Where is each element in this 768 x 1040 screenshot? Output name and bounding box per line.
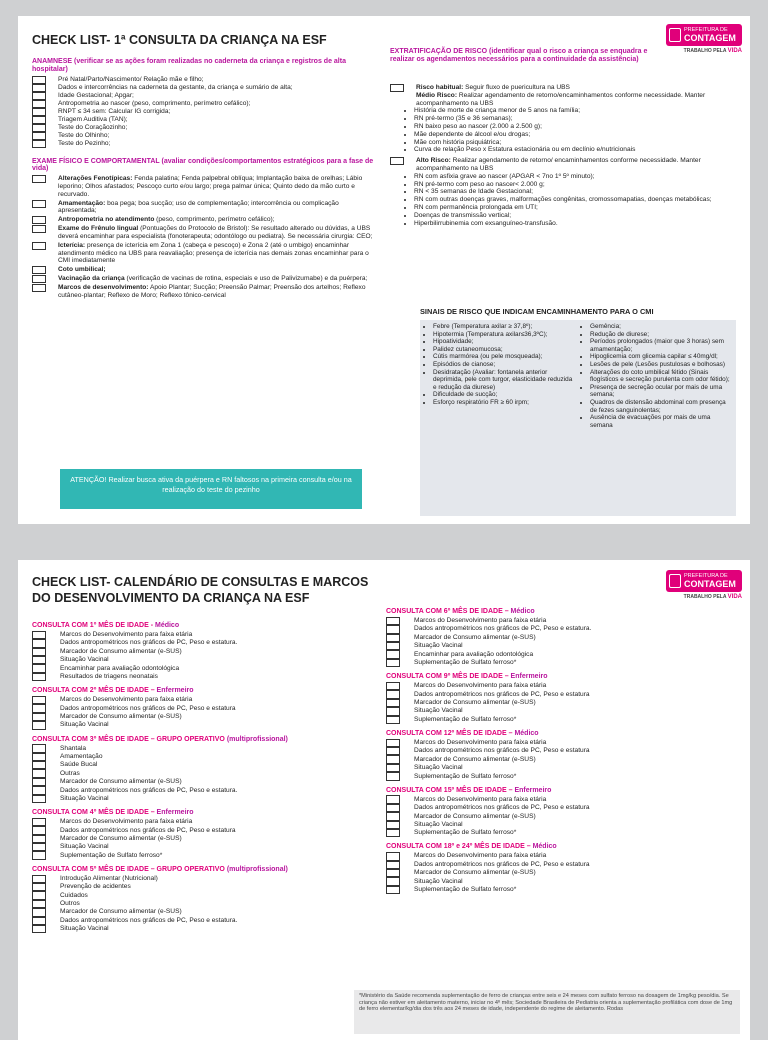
right-column <box>386 602 736 894</box>
checklist-item <box>32 132 377 140</box>
item-label: Dados antropométricos nos gráficos de PC, Peso e estatura. <box>60 916 238 924</box>
logo-icon <box>669 574 681 588</box>
item-label: (Pontuações do Protocolo de Bristol): Se resultado alterado ou dúvidas, a UBS deverá encaminhar para especialista (fonoterapeuta; odontólogo ou pediatra). Se necessária cirurgia: CEO; <box>58 225 373 240</box>
checkbox[interactable] <box>32 84 46 92</box>
item-label: Marcos do Desenvolvimento para faixa etária <box>60 631 193 639</box>
checkbox[interactable] <box>32 795 46 803</box>
checklist-item <box>386 716 736 724</box>
checkbox[interactable] <box>32 175 46 183</box>
checkbox[interactable] <box>32 900 46 908</box>
item-label: Marcos do Desenvolvimento para faixa etária <box>414 617 547 625</box>
checklist-item <box>32 100 377 108</box>
item-label: Marcador de Consumo alimentar (e-SUS) <box>60 647 182 655</box>
checklist-item <box>386 772 736 780</box>
right-column <box>390 46 656 66</box>
item-label: (peso, comprimento, perímetro cefálico); <box>154 216 275 224</box>
item-label: Marcador de Consumo alimentar (e-SUS) <box>414 699 536 707</box>
item-label: Marcador de Consumo alimentar (e-SUS) <box>414 633 536 641</box>
checklist-item <box>32 835 382 843</box>
checkbox[interactable] <box>386 795 400 803</box>
list-item: • Presença de secreção ocular por mais de uma semana; <box>590 384 731 399</box>
list-item: • Episódios de cianose; <box>433 361 574 369</box>
item-label-bold: Antropometria no atendimento <box>58 216 155 224</box>
item-label: Marcador de Consumo alimentar (e-SUS) <box>60 834 182 842</box>
checkbox[interactable] <box>32 917 46 925</box>
checkbox[interactable] <box>32 225 46 233</box>
checklist-item <box>32 917 382 925</box>
checkbox[interactable] <box>32 704 46 712</box>
checklist-item <box>32 631 382 639</box>
checklist-item <box>32 639 382 647</box>
list-item: • Ausência de evacuações por mais de uma semana <box>590 414 731 429</box>
item-label: Marcos do Desenvolvimento para faixa etária <box>414 682 547 690</box>
anamnese-title: ANAMNESE (verificar se as ações foram realizadas no caderneta da criança e registros de alta hospitalar) <box>32 58 346 73</box>
list-item: • Quadros de distensão abdominal com presença de fezes sanguinolentas; <box>590 399 731 414</box>
list-item: • Cútis marmórea (ou pele mosqueada); <box>433 353 574 361</box>
checkbox[interactable] <box>386 852 400 860</box>
checklist-item <box>32 225 377 241</box>
anamnese-list <box>32 76 377 148</box>
list-item: • Curva de relação Peso x Estatura estacionária ou em declínio e/nutricionais <box>414 146 730 154</box>
checkbox[interactable] <box>390 84 404 92</box>
checkbox[interactable] <box>32 631 46 639</box>
list-item: • Lesões de pele (Lesões pustulosas e bolhosas) <box>590 361 731 369</box>
list-item: • Febre (Temperatura axilar ≥ 37,8º); <box>433 323 574 331</box>
checkbox[interactable] <box>386 747 400 755</box>
item-label: Outras <box>60 769 80 777</box>
item-label: (verificação de vacinas de rotina, especiais e uso de Palivizumabe) e da puérpera; <box>124 275 368 283</box>
checkbox[interactable] <box>386 716 400 724</box>
checkbox[interactable] <box>32 778 46 786</box>
item-label: Teste do Pezinho; <box>58 139 111 147</box>
item-label: Suplementação de Sulfato ferroso* <box>414 886 517 894</box>
checkbox[interactable] <box>32 826 46 834</box>
checklist-item <box>386 634 736 642</box>
consulta-heading: CONSULTA COM 3º MÊS DE IDADE – GRUPO OPERATIVO (multiprofissional) <box>32 735 288 743</box>
checklist-item <box>32 908 382 916</box>
checklist-item <box>32 242 377 265</box>
item-label: Dados antropométricos nos gráficos de PC, Peso e estatura <box>60 704 236 712</box>
checkbox[interactable] <box>32 116 46 124</box>
item-label: Marcador de Consumo alimentar (e-SUS) <box>60 778 182 786</box>
list-item: • Hipoglicemia com glicemia capilar ≤ 40mg/dl; <box>590 353 731 361</box>
checkbox[interactable] <box>32 818 46 826</box>
list-item: • RN pré-termo com peso ao nascer< 2.000 g; <box>414 181 730 189</box>
checkbox[interactable] <box>32 696 46 704</box>
item-label: Dados antropométricos nos gráficos de PC, Peso e estatura <box>414 860 590 868</box>
checkbox[interactable] <box>32 875 46 883</box>
list-item: • RN com asfixia grave ao nascer (APGAR < 7no 1º 5º minuto); <box>414 173 730 181</box>
checkbox[interactable] <box>32 673 46 681</box>
checkbox[interactable] <box>386 755 400 763</box>
list-item: • Alterações do coto umbilical fétido (Sinais flogísticos e secreção purulenta com odor fétido); <box>590 369 731 384</box>
checkbox[interactable] <box>386 650 400 658</box>
checkbox[interactable] <box>32 656 46 664</box>
checkbox[interactable] <box>32 908 46 916</box>
item-label: presença de icterícia em Zona 1 (cabeça e pescoço) e Zona 2 (até o umbigo) encaminhar atendimento médico na UBS para reavaliação; presença de icterícia nas demais zonas encaminhar para o CMI imediatamente <box>58 241 369 265</box>
item-label: Pré Natal/Parto/Nascimento/ Relação mãe e filho; <box>58 75 204 83</box>
checklist-item <box>32 696 382 704</box>
item-label: Cuidados <box>60 891 88 899</box>
checkbox[interactable] <box>386 625 400 633</box>
list-item: • RN baixo peso ao nascer (2.000 a 2.500 g); <box>414 123 730 131</box>
item-label: Marcador de Consumo alimentar (e-SUS) <box>414 869 536 877</box>
item-label: Suplementação de Sulfato ferroso* <box>60 851 163 859</box>
checkbox[interactable] <box>386 642 400 650</box>
item-label: Dados antropométricos nos gráficos de PC, Peso e estatura <box>414 747 590 755</box>
item-label-bold: Exame do Frênulo lingual <box>58 225 139 233</box>
checkbox[interactable] <box>32 275 46 283</box>
page-2 <box>18 560 750 1040</box>
consulta-heading: CONSULTA COM 6º MÊS DE IDADE – Médico <box>386 608 535 615</box>
checklist-item <box>386 877 736 885</box>
item-label-bold: Alterações Fenotípicas: <box>58 175 133 183</box>
checklist-item <box>386 650 736 658</box>
alto-risco-list <box>390 173 730 228</box>
checklist-item <box>386 659 736 667</box>
consulta-heading: CONSULTA COM 4º MÊS DE IDADE – Enfermeiro <box>32 809 194 817</box>
checkbox[interactable] <box>32 713 46 721</box>
item-label: Dados antropométricos nos gráficos de PC, Peso e estatura <box>60 826 236 834</box>
checklist-item <box>386 690 736 698</box>
consulta-heading: CONSULTA COM 15º MÊS DE IDADE – Enfermeiro <box>386 786 552 794</box>
page-1 <box>18 16 750 524</box>
checklist-item <box>32 108 377 116</box>
list-item: • Mãe dependente de álcool e/ou drogas; <box>414 131 730 139</box>
checklist-item <box>32 818 382 826</box>
checkbox[interactable] <box>32 284 46 292</box>
checklist-item <box>32 266 377 274</box>
list-item: • História de morte de criança menor de 5 anos na família; <box>414 107 730 115</box>
item-label-bold: Coto umbilical; <box>58 266 106 274</box>
item-label: Introdução Alimentar (Nutricional) <box>60 874 158 882</box>
checkbox[interactable] <box>32 639 46 647</box>
item-label: Prevenção de acidentes <box>60 883 131 891</box>
item-label: Situação Vacinal <box>60 656 109 664</box>
sinais-right-list <box>582 323 731 513</box>
item-label: Encaminhar para avaliação odontológica <box>60 664 180 672</box>
checklist-item <box>32 713 382 721</box>
checklist-item <box>386 625 736 633</box>
checkbox[interactable] <box>32 266 46 274</box>
checklist-item <box>32 744 382 752</box>
checklist-item <box>32 900 382 908</box>
alert-banner: ATENÇÃO! Realizar busca ativa da puérpera e RN faltosos na primeira consulta e/ou na realização do teste do pezinho <box>60 469 362 509</box>
item-label: Situação Vacinal <box>414 707 463 715</box>
checklist-item <box>386 682 736 690</box>
checklist-item <box>386 747 736 755</box>
checkbox[interactable] <box>32 140 46 148</box>
checkbox[interactable] <box>32 769 46 777</box>
page-title: CHECK LIST- CALENDÁRIO DE CONSULTAS E MARCOS DO DESENVOLVIMENTO DA CRIANÇA NA ESF <box>32 575 369 605</box>
item-label: Marcador de Consumo alimentar (e-SUS) <box>414 755 536 763</box>
checklist-item <box>32 875 382 883</box>
checkbox[interactable] <box>32 100 46 108</box>
checkbox[interactable] <box>32 753 46 761</box>
checkbox[interactable] <box>32 92 46 100</box>
sinais-title: SINAIS DE RISCO QUE INDICAM ENCAMINHAMENTO PARA O CMI <box>420 307 654 316</box>
checkbox[interactable] <box>32 925 46 933</box>
item-label: Suplementação de Sulfato ferroso* <box>414 772 517 780</box>
checkbox[interactable] <box>32 761 46 769</box>
list-item: • Hipoatividade; <box>433 338 574 346</box>
checklist-item <box>386 617 736 625</box>
checklist-item <box>32 891 382 899</box>
item-label: Antropometria ao nascer (peso, comprimento, perímetro cefálico); <box>58 99 251 107</box>
estratificacao-title: EXTRATIFICAÇÃO DE RISCO (identificar qual o risco a criança se enquadra e realizar os agendamentos necessários para a continuidade da assistência) <box>390 48 648 63</box>
checkbox[interactable] <box>386 617 400 625</box>
item-label: Situação Vacinal <box>60 794 109 802</box>
checklist-item <box>386 886 736 894</box>
item-label: Situação Vacinal <box>414 820 463 828</box>
checklist-item <box>32 200 377 216</box>
checkbox[interactable] <box>32 216 46 224</box>
item-label: boa pega; boa sucção; uso de complementação; intercorrência ou complicação apresentada; <box>58 199 339 215</box>
checkbox[interactable] <box>32 124 46 132</box>
exame-list <box>32 175 377 300</box>
consulta-heading: CONSULTA COM 2º MÊS DE IDADE – Enfermeiro <box>32 687 194 695</box>
checklist-item <box>386 821 736 829</box>
item-label-bold: Marcos de desenvolvimento: <box>58 284 149 292</box>
checklist-item <box>386 739 736 747</box>
checklist-item <box>32 673 382 681</box>
item-label: Suplementação de Sulfato ferroso* <box>414 659 517 667</box>
item-label: RNPT ≤ 34 sem: Calcular IG corrigida; <box>58 107 171 115</box>
list-item: • Dificuldade de sucção; <box>433 391 574 399</box>
checklist-item <box>32 778 382 786</box>
checkbox[interactable] <box>32 835 46 843</box>
checkbox[interactable] <box>386 886 400 894</box>
item-label: Marcos do Desenvolvimento para faixa etária <box>414 852 547 860</box>
item-label: Dados antropométricos nos gráficos de PC, Peso e estatura. <box>60 786 238 794</box>
checklist-item: Alto Risco: Realizar agendamento de retorno/ encaminhamentos conforme necessidade. Manter acompanhamento na UBS <box>390 157 730 173</box>
logo: PREFEITURA DE CONTAGEM TRABALHO PELA VIDA <box>666 24 742 54</box>
checkbox[interactable] <box>32 76 46 84</box>
checkbox[interactable] <box>32 108 46 116</box>
checklist-item <box>32 843 382 851</box>
checkbox[interactable] <box>32 891 46 899</box>
logo: PREFEITURA DE CONTAGEM TRABALHO PELA VIDA <box>666 570 742 600</box>
checklist-item <box>386 829 736 837</box>
item-label-bold: Amamentação: <box>58 199 106 207</box>
item-label: Dados antropométricos nos gráficos de PC, Peso e estatura <box>414 804 590 812</box>
checklist-item <box>32 704 382 712</box>
checkbox[interactable] <box>386 821 400 829</box>
checklist-item <box>32 656 382 664</box>
checkbox[interactable] <box>386 682 400 690</box>
item-label: Apoio Plantar; Sucção; Preensão Palmar; Preensão dos artelhos; Reflexo cutâneo-plantar; Reflexo de Moro; Reflexo tônico-cervical <box>58 284 366 299</box>
item-label: Teste do Olhinho; <box>58 131 110 139</box>
list-item: • RN < 35 semanas de Idade Gestacional; <box>414 188 730 196</box>
checklist-item <box>32 795 382 803</box>
item-label: Teste do Coraçãozinho; <box>58 123 128 131</box>
item-label: Resultados de triagens neonatais <box>60 673 158 681</box>
item-label: Marcos do Desenvolvimento para faixa etária <box>60 696 193 704</box>
checklist-item <box>386 642 736 650</box>
item-label: Amamentação <box>60 752 103 760</box>
item-label: Marcador de Consumo alimentar (e-SUS) <box>60 908 182 916</box>
list-item: • Gemência; <box>590 323 731 331</box>
checkbox[interactable] <box>386 772 400 780</box>
checkbox[interactable] <box>386 861 400 869</box>
item-label: Marcador de Consumo alimentar (e-SUS) <box>60 713 182 721</box>
checklist-item <box>32 648 382 656</box>
checklist-item <box>32 140 377 148</box>
list-item: • RN pré-termo (35 e 36 semanas); <box>414 115 730 123</box>
checklist-item <box>32 769 382 777</box>
checklist-item <box>386 812 736 820</box>
checklist-item <box>32 883 382 891</box>
checklist-item <box>32 753 382 761</box>
item-label: Fenda palatina; Fenda palpebral oblíqua; Implantação baixa de orelhas; Lábio leporino; Olhos afastados; Pescoço curto e/ou largo; prega palmar única; Quinto dedo da mão curto e recurvado. <box>58 175 363 198</box>
checkbox[interactable] <box>32 851 46 859</box>
item-label: Marcador de Consumo alimentar (e-SUS) <box>414 812 536 820</box>
checklist-item <box>32 76 377 84</box>
list-item: • Hipotermia (Temperatura axilar≤36,3ºC); <box>433 331 574 339</box>
checklist-item <box>386 861 736 869</box>
checkbox[interactable] <box>32 744 46 752</box>
sinais-box <box>420 320 736 516</box>
checklist-item: Risco habitual: Seguir fluxo de puericultura na UBS Médio Risco: Realizar agendamento de retorno/encaminhamentos conforme necessidade. Manter acompanhamento na UBS <box>390 84 730 107</box>
item-label: Situação Vacinal <box>60 721 109 729</box>
checkbox[interactable] <box>32 721 46 729</box>
checkbox[interactable] <box>32 843 46 851</box>
list-item: • Períodos prolongados (maior que 3 horas) sem amamentação; <box>590 338 731 353</box>
item-label: Encaminhar para avaliação odontológica <box>414 650 534 658</box>
checkbox[interactable] <box>386 812 400 820</box>
checkbox[interactable] <box>386 739 400 747</box>
item-label: Marcos do Desenvolvimento para faixa etária <box>414 738 547 746</box>
item-label: Dados antropométricos nos gráficos de PC, Peso e estatura. <box>414 625 592 633</box>
checkbox[interactable] <box>386 699 400 707</box>
checklist-item <box>386 764 736 772</box>
checkbox[interactable] <box>32 242 46 250</box>
left-column <box>32 616 382 933</box>
list-item: • Esforço respiratório FR ≥ 60 irpm; <box>433 399 574 407</box>
checkbox[interactable] <box>386 829 400 837</box>
item-label: Suplementação de Sulfato ferroso* <box>414 715 517 723</box>
checkbox[interactable] <box>32 200 46 208</box>
list-item: • Hiperbilirrubinemia com exsanguíneo-transfusão. <box>414 220 730 228</box>
consulta-heading: CONSULTA COM 9º MÊS DE IDADE – Enfermeiro <box>386 673 548 681</box>
checkbox[interactable] <box>386 659 400 667</box>
checklist-item <box>32 275 377 283</box>
checklist-item <box>32 826 382 834</box>
logo-icon <box>669 28 681 42</box>
item-label: Saúde Bucal <box>60 761 98 769</box>
checklist-item <box>386 707 736 715</box>
checklist-item <box>386 804 736 812</box>
footnote: *Ministério da Saúde recomenda suplementação de ferro de crianças entre seis e 24 meses com sulfato ferroso na dosagem de 1mg/kg peso/dia. Se criança não estiver em aleitamento materno, iniciar no 4º mês; Sociedade Brasileira de Pediatria orienta a suplementação profilática com dose de 1mg de ferro elementar/kg/dia dos três aos 24 meses de idade, independente do regime de aleitamento. Rodas <box>354 990 740 1034</box>
list-item: • RN com outras doenças graves, malformações congênitas, cromossomapatias, doenças metabólicas; <box>414 196 730 204</box>
consulta-heading: CONSULTA COM 12º MÊS DE IDADE – Médico <box>386 729 539 737</box>
checklist-item <box>32 721 382 729</box>
item-label: Situação Vacinal <box>60 925 109 933</box>
item-label-bold: Icterícia: <box>58 241 86 249</box>
item-label: Situação Vacinal <box>414 764 463 772</box>
item-label: Outros <box>60 900 80 908</box>
checkbox[interactable] <box>32 786 46 794</box>
checklist-item <box>32 664 382 672</box>
checklist-item <box>32 761 382 769</box>
checklist-item <box>32 284 377 300</box>
checklist-item <box>32 116 377 124</box>
list-item: • Palidez cutaneomucosa; <box>433 346 574 354</box>
checklist-item <box>386 869 736 877</box>
checklist-item <box>32 84 377 92</box>
item-label: Idade Gestacional; Apgar; <box>58 91 134 99</box>
checkbox[interactable] <box>32 132 46 140</box>
item-label: Marcos do Desenvolvimento para faixa etária <box>60 818 193 826</box>
list-item: • RN com permanência prolongada em UTI; <box>414 204 730 212</box>
checkbox[interactable] <box>386 707 400 715</box>
consulta-heading: CONSULTA COM 1º MÊS DE IDADE - Médico <box>32 622 180 629</box>
checkbox[interactable] <box>32 883 46 891</box>
item-label: Suplementação de Sulfato ferroso* <box>414 829 517 837</box>
checklist-item <box>32 92 377 100</box>
consulta-heading: CONSULTA COM 5º MÊS DE IDADE – GRUPO OPERATIVO (multiprofissional) <box>32 865 288 873</box>
checklist-item <box>32 851 382 859</box>
checklist-item <box>32 175 377 198</box>
checkbox[interactable] <box>386 804 400 812</box>
checklist-item <box>32 925 382 933</box>
item-label: Dados e intercorrências na caderneta da gestante, da criança e sumário de alta; <box>58 83 293 91</box>
checkbox[interactable] <box>32 648 46 656</box>
checkbox[interactable] <box>32 664 46 672</box>
sinais-left-list <box>425 323 574 513</box>
item-label: Dados antropométricos nos gráficos de PC, Peso e estatura. <box>60 639 238 647</box>
checkbox[interactable] <box>386 869 400 877</box>
checklist-item <box>386 795 736 803</box>
page-title: CHECK LIST- 1ª CONSULTA DA CRIANÇA NA ESF <box>32 33 327 47</box>
checkbox[interactable] <box>390 157 404 165</box>
list-item: • Doenças de transmissão vertical; <box>414 212 730 220</box>
checkbox[interactable] <box>386 634 400 642</box>
item-label: Triagem Auditiva (TAN); <box>58 115 128 123</box>
item-label-bold: Vacinação da criança <box>58 275 125 283</box>
checkbox[interactable] <box>386 764 400 772</box>
checklist-item <box>32 216 377 224</box>
checklist-item <box>32 124 377 132</box>
list-item: • Desidratação (Avaliar: fontanela anterior deprimida, pele com turgor, elasticidade reduzida e redução da diurese) <box>433 369 574 392</box>
exame-title: EXAME FÍSICO E COMPORTAMENTAL (avaliar condições/comportamentos estratégicos para a fase de vida) <box>32 157 374 173</box>
item-label: Shantala <box>60 744 87 752</box>
item-label: Dados antropométricos nos gráficos de PC, Peso e estatura <box>414 690 590 698</box>
checklist-item <box>32 786 382 794</box>
item-label: Marcos do Desenvolvimento para faixa etária <box>414 795 547 803</box>
item-label: Situação Vacinal <box>414 877 463 885</box>
checklist-item <box>386 755 736 763</box>
item-label: Situação Vacinal <box>60 843 109 851</box>
checklist-item <box>386 699 736 707</box>
consulta-heading: CONSULTA COM 18º e 24º MÊS DE IDADE – Médico <box>386 843 557 851</box>
checklist-item <box>386 852 736 860</box>
left-column <box>32 56 377 301</box>
checkbox[interactable] <box>386 877 400 885</box>
medio-risco-list <box>390 107 730 154</box>
checkbox[interactable] <box>386 690 400 698</box>
list-item: • Redução de diurese; <box>590 331 731 339</box>
item-label: Situação Vacinal <box>414 642 463 650</box>
list-item: • Mãe com história psiquiátrica; <box>414 139 730 147</box>
